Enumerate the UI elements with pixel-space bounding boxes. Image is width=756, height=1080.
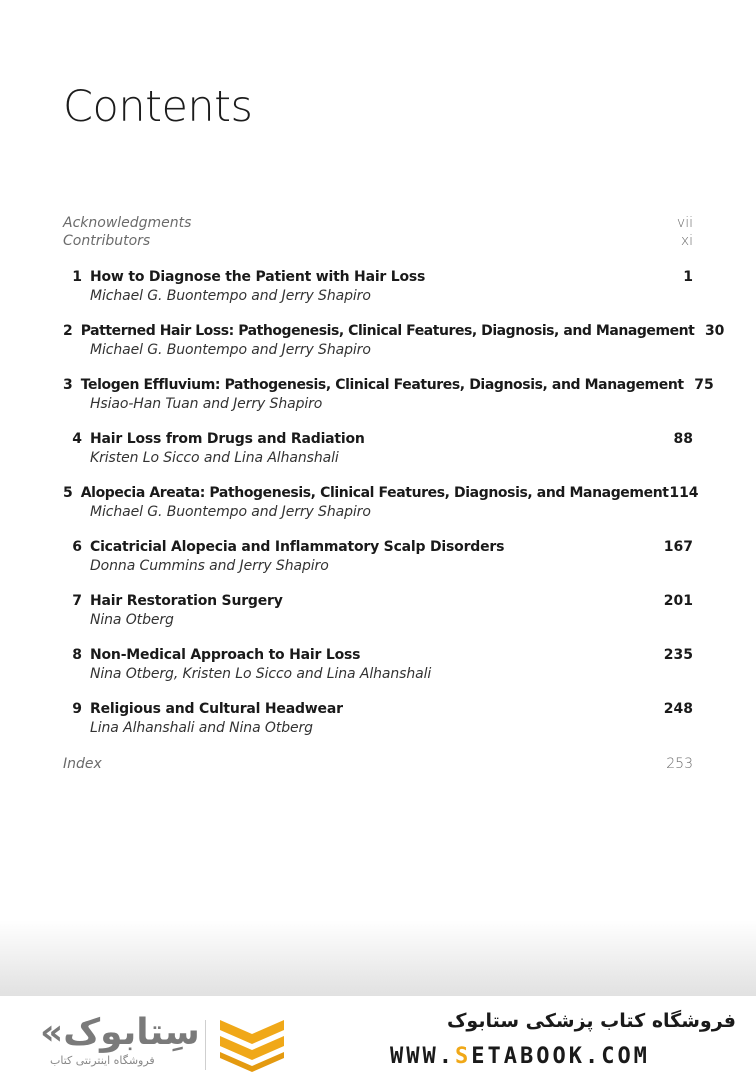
chapter-number: 8 bbox=[72, 647, 82, 663]
chapter-page: 75 bbox=[694, 377, 714, 393]
chapter-authors: Nina Otberg, Kristen Lo Sicco and Lina Alhanshali bbox=[90, 666, 432, 682]
toc-chapter-9[interactable] bbox=[63, 700, 693, 754]
chapter-number: 9 bbox=[72, 701, 82, 717]
page-bottom-shadow bbox=[0, 920, 756, 996]
toc-entry-acknowledgments[interactable] bbox=[63, 214, 693, 232]
chapter-authors: Michael G. Buontempo and Jerry Shapiro bbox=[90, 504, 371, 520]
chapter-page: 1 bbox=[683, 269, 693, 285]
chapter-authors: Lina Alhanshali and Nina Otberg bbox=[90, 720, 313, 736]
chapter-page: 201 bbox=[663, 593, 693, 609]
chapter-title: Non-Medical Approach to Hair Loss bbox=[90, 647, 361, 663]
chapter-number: 3 bbox=[63, 377, 73, 393]
chapter-page: 235 bbox=[663, 647, 693, 663]
chapter-page: 30 bbox=[704, 323, 725, 339]
chapter-number: 7 bbox=[72, 593, 82, 609]
chapter-page: 248 bbox=[663, 701, 693, 717]
chapter-number: 2 bbox=[63, 323, 73, 339]
watermark-banner bbox=[0, 996, 756, 1080]
chapter-list bbox=[63, 268, 725, 754]
toc-chapter-4[interactable] bbox=[63, 430, 693, 484]
banner-url bbox=[390, 1044, 650, 1069]
chapter-authors: Kristen Lo Sicco and Lina Alhanshali bbox=[90, 450, 339, 466]
toc-entry-contributors[interactable] bbox=[63, 232, 693, 250]
chapter-title: Hair Restoration Surgery bbox=[90, 593, 283, 609]
url-accent: S bbox=[454, 1044, 472, 1069]
chapter-authors: Donna Cummins and Jerry Shapiro bbox=[90, 558, 329, 574]
toc-chapter-8[interactable] bbox=[63, 646, 693, 700]
toc-entry-label: Contributors bbox=[63, 233, 151, 249]
banner-store-title: فروشگاه کتاب پزشکی ستابوک bbox=[446, 1010, 736, 1032]
chapter-authors: Hsiao-Han Tuan and Jerry Shapiro bbox=[90, 396, 323, 412]
chapter-title: Telogen Effluvium: Pathogenesis, Clinical Features, Diagnosis, and Management bbox=[80, 377, 684, 393]
toc-entry-index[interactable] bbox=[63, 756, 693, 772]
toc-entry-label: Index bbox=[63, 756, 102, 772]
toc-chapter-7[interactable] bbox=[63, 592, 693, 646]
banner-divider bbox=[205, 1020, 206, 1070]
page-title: Contents bbox=[63, 82, 253, 132]
url-rest: ETABOOK.COM bbox=[471, 1044, 650, 1069]
chapter-authors: Michael G. Buontempo and Jerry Shapiro bbox=[90, 342, 371, 358]
url-prefix: WWW. bbox=[390, 1044, 455, 1069]
book-stack-icon bbox=[216, 1014, 288, 1072]
setabook-logo: «سِتابوک bbox=[40, 1012, 200, 1053]
chapter-authors: Michael G. Buontempo and Jerry Shapiro bbox=[90, 288, 371, 304]
toc-chapter-5[interactable] bbox=[63, 484, 699, 538]
chapter-page: 114 bbox=[669, 485, 699, 501]
chapter-page: 167 bbox=[663, 539, 693, 555]
chapter-number: 6 bbox=[72, 539, 82, 555]
chapter-title: Alopecia Areata: Pathogenesis, Clinical Features, Diagnosis, and Management bbox=[80, 485, 669, 501]
chapter-title: Cicatricial Alopecia and Inflammatory Scalp Disorders bbox=[90, 539, 505, 555]
chapter-page: 88 bbox=[673, 431, 693, 447]
toc-chapter-3[interactable] bbox=[63, 376, 714, 430]
toc-chapter-1[interactable] bbox=[63, 268, 693, 322]
chapter-number: 1 bbox=[72, 269, 82, 285]
chapter-title: Religious and Cultural Headwear bbox=[90, 701, 343, 717]
setabook-logo-subtext: فروشگاه اینترنتی کتاب bbox=[50, 1054, 155, 1067]
toc-entry-page: vii bbox=[676, 215, 693, 231]
chapter-title: Patterned Hair Loss: Pathogenesis, Clinical Features, Diagnosis, and Management bbox=[80, 323, 695, 339]
chapter-authors: Nina Otberg bbox=[90, 612, 174, 628]
toc-entry-label: Acknowledgments bbox=[63, 215, 192, 231]
chapter-number: 4 bbox=[72, 431, 82, 447]
chapter-title: How to Diagnose the Patient with Hair Loss bbox=[90, 269, 426, 285]
toc-chapter-2[interactable] bbox=[63, 322, 725, 376]
toc-entry-page: xi bbox=[680, 233, 693, 249]
chapter-title: Hair Loss from Drugs and Radiation bbox=[90, 431, 365, 447]
chapter-number: 5 bbox=[63, 485, 73, 501]
toc-chapter-6[interactable] bbox=[63, 538, 693, 592]
toc-entry-page: 253 bbox=[666, 756, 693, 772]
front-matter-list bbox=[63, 214, 693, 250]
